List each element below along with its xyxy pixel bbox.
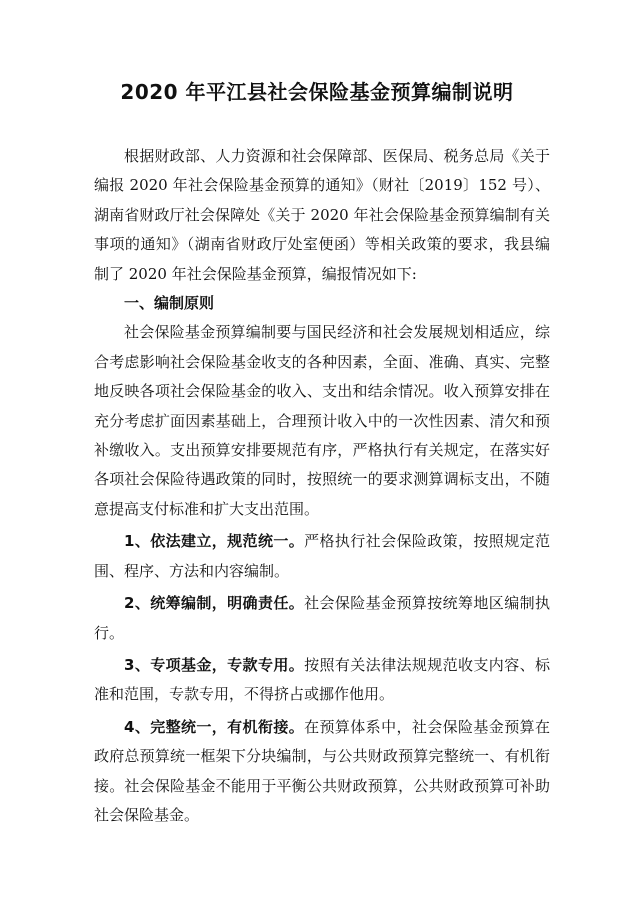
principles-paragraph: 社会保险基金预算编制要与国民经济和社会发展规划相适应，综合考虑影响社会保险基金收支的各种因素，全面、准确、真实、完整地反映各项社会保险基金的收入、支出和结余情况。收入预算安排在充分考虑扩面因素基础上，合理预计收入中的一次性因素、清欠和预补缴收入。支出预算安排要规范有序，严格执行有关规定，在落实好各项社会保险待遇政策的同时，按照统一的要求测算调标支出，不随意提高支付标准和扩大支出范围。 [94, 323, 550, 518]
principle-item [94, 589, 550, 648]
principle-item [94, 651, 550, 710]
document-title: 2020 年平江县社会保险基金预算编制说明 [120, 80, 514, 104]
principle-item-lead: 2、统筹编制，明确责任。 [124, 594, 305, 613]
principle-item-text: 在预算体系中，社会保险基金预算在政府总预算统一框架下分块编制，与公共财政预算完整统一、有机衔接。社会保险基金不能用于平衡公共财政预算，公共财政预算可补助社会保险基金。 [94, 717, 550, 824]
principle-item-lead: 1、依法建立，规范统一。 [124, 532, 305, 551]
principle-item [94, 713, 550, 831]
principle-item [94, 527, 550, 586]
principle-item-text: 社会保险基金预算按统筹地区编制执行。 [94, 594, 550, 642]
section-heading-principles: 一、编制原则 [124, 294, 215, 313]
document-body [94, 142, 550, 830]
principle-item-text: 按照有关法律法规规范收支内容、标准和范围，专款专用，不得挤占或挪作他用。 [94, 655, 550, 704]
principle-item-text: 严格执行社会保险政策，按照规定范围、程序、方法和内容编制。 [94, 532, 550, 580]
principle-item-lead: 3、专项基金，专款专用。 [124, 655, 305, 674]
intro-paragraph: 根据财政部、人力资源和社会保障部、医保局、税务总局《关于编报 2020 年社会保险基金预算的通知》（财社〔2019〕152 号）、湖南省财政厅社会保障处《关于 2020 年社会保险基金预算编制有关事项的通知》（湖南省财政厅处室便函）等相关政策的要求，我县编制了 2020 年社会保险基金预算，编报情况如下: [94, 147, 550, 283]
principle-item-lead: 4、完整统一，有机衔接。 [124, 717, 305, 736]
